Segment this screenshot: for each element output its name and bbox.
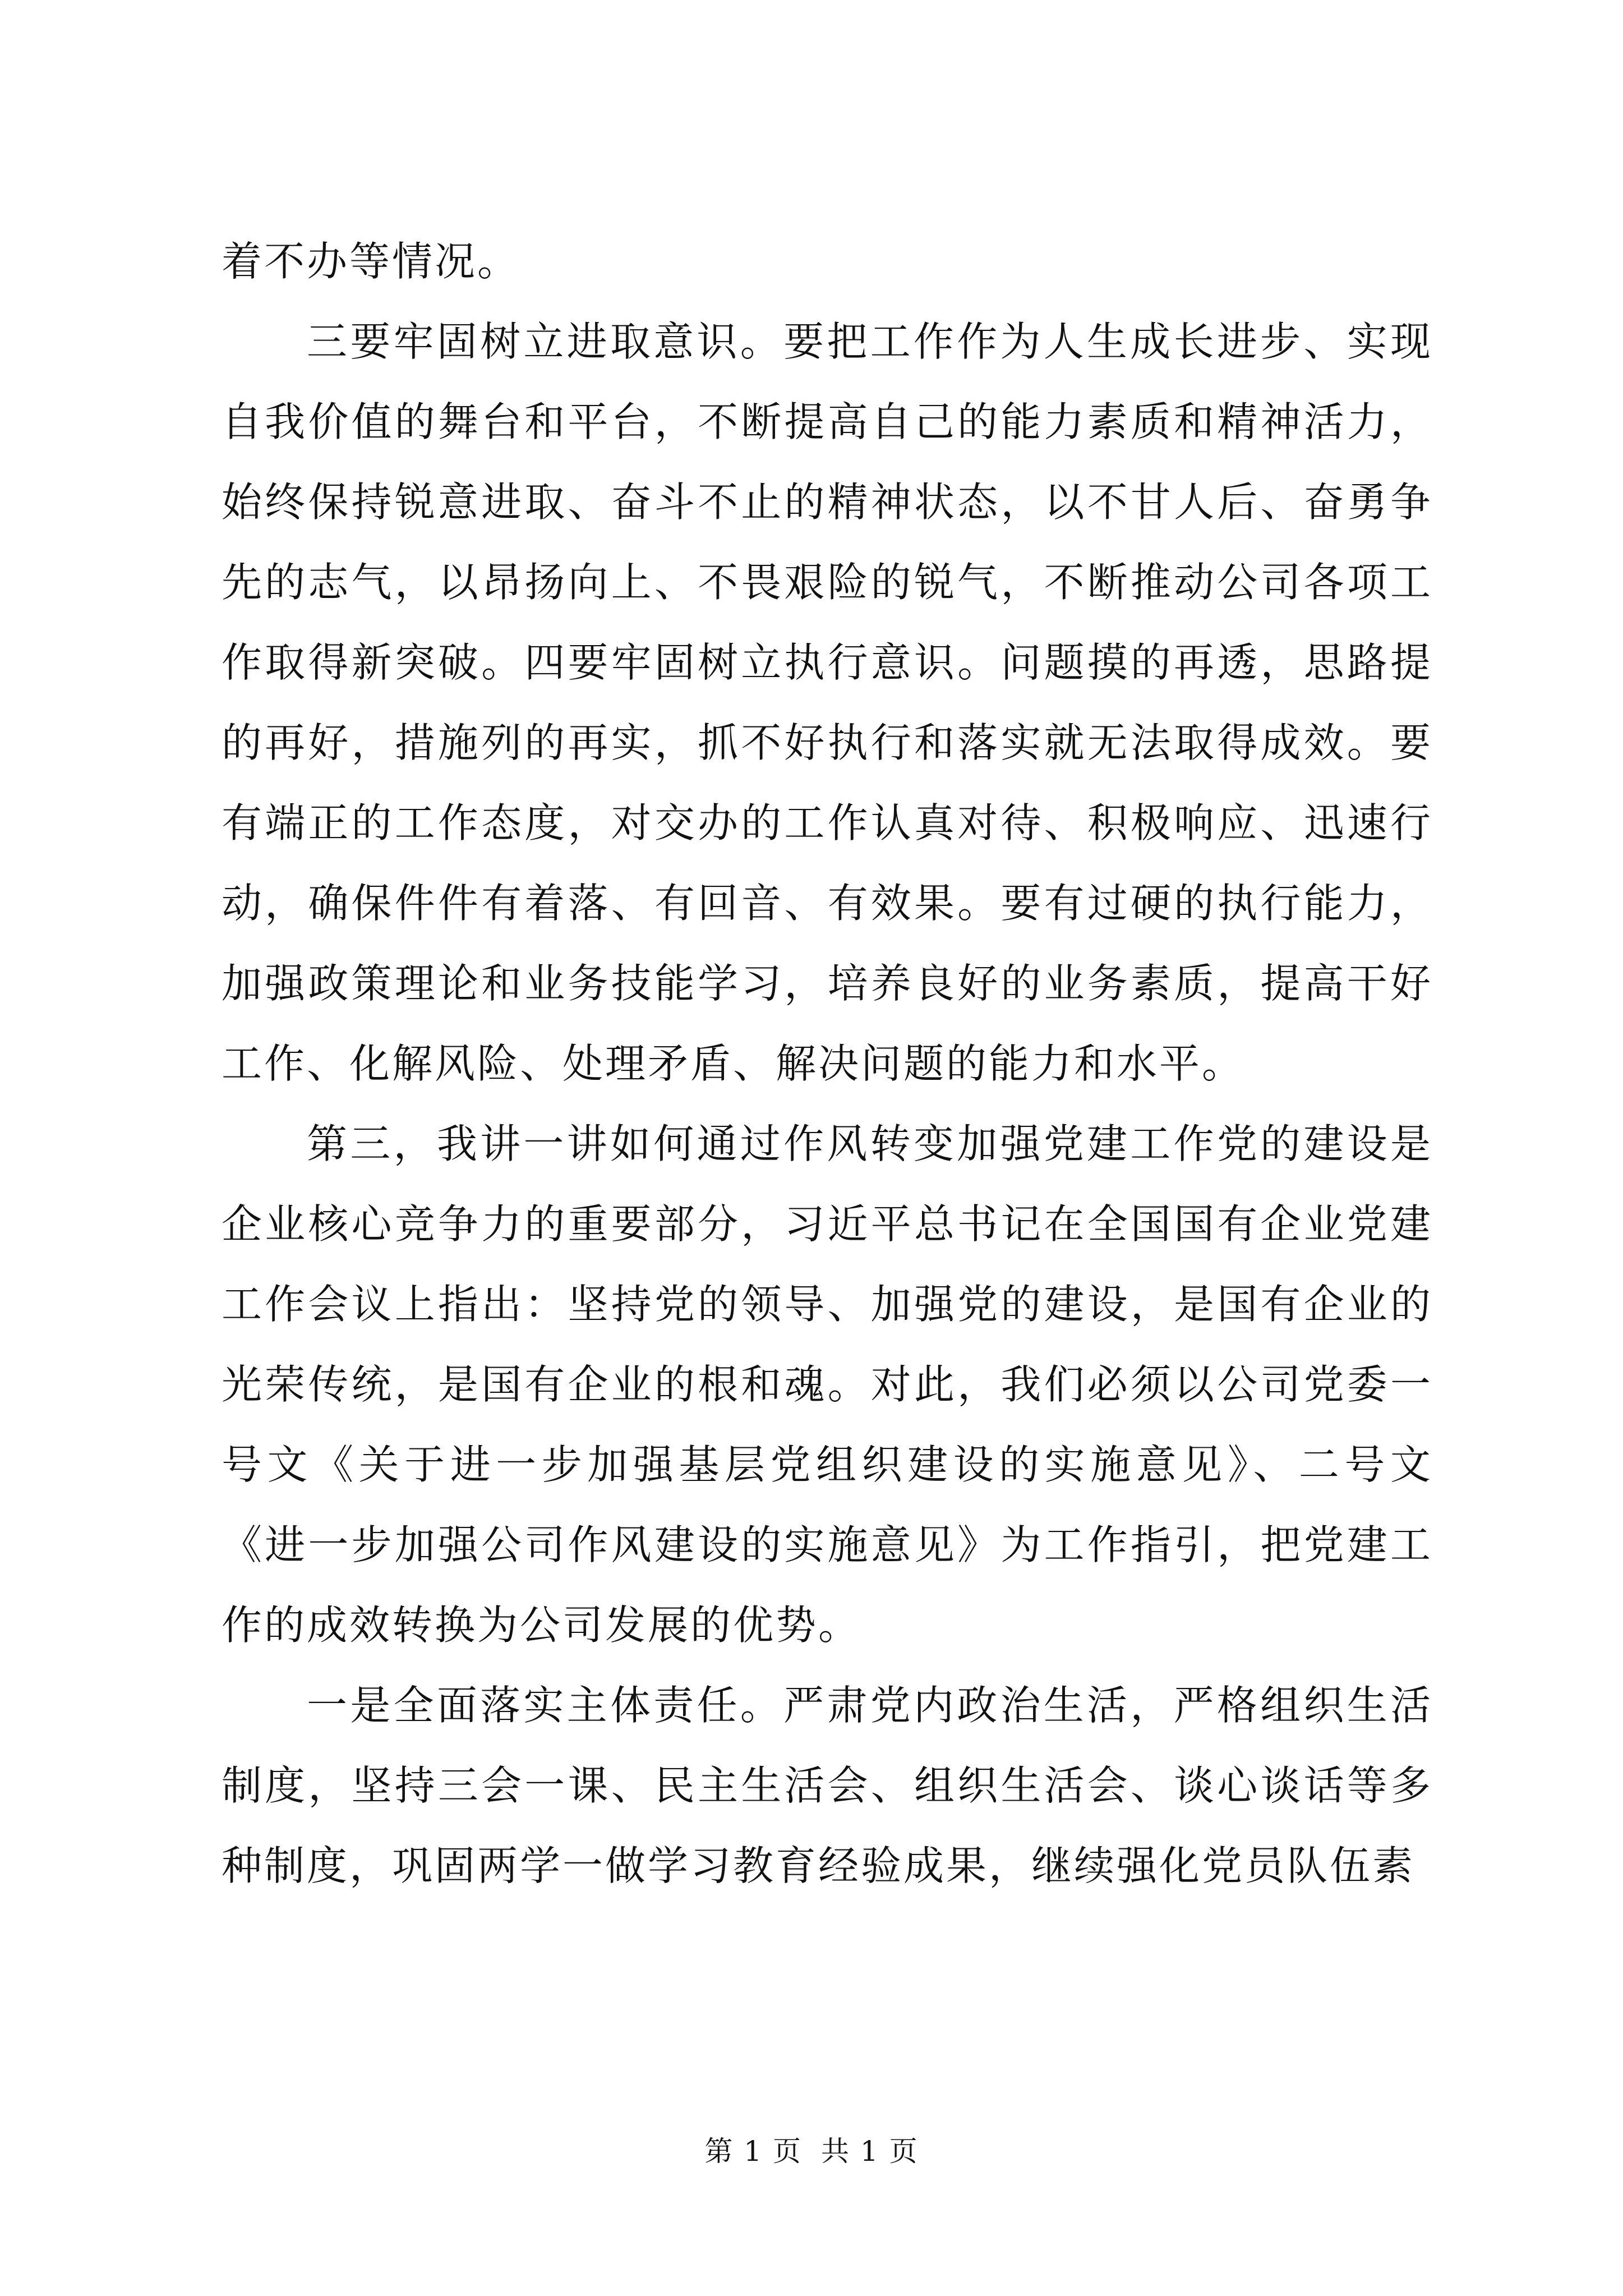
paragraph: 第三，我讲一讲如何通过作风转变加强党建工作党的建设是企业核心竞争力的重要部分，习近平总书记在全国国有企业党建工作会议上指出：坚持党的领导、加强党的建设，是国有企业的光荣传统，是国有企业的根和魂。对此，我们必须以公司党委一号文《关于进一步加强基层党组织建设的实施意见》、二号文《进一步加强公司作风建设的实施意见》为工作指引，把党建工作的成效转换为公司发展的优势。 (222, 1120, 1433, 1649)
paragraph: 三要牢固树立进取意识。要把工作作为人生成长进步、实现自我价值的舞台和平台，不断提高自己的能力素质和精神活力，始终保持锐意进取、奋斗不止的精神状态，以不甘人后、奋勇争先的志气，以昂扬向上、不畏艰险的锐气，不断推动公司各项工作取得新突破。四要牢固树立执行意识。问题摸的再透，思路提的再好，措施列的再实，抓不好执行和落实就无法取得成效。要有端正的工作态度，对交办的工作认真对待、积极响应、迅速行动，确保件件有着落、有回音、有效果。要有过硬的执行能力，加强政策理论和业务技能学习，培养良好的业务素质，提高干好工作、化解风险、处理矛盾、解决问题的能力和水平。 (222, 318, 1433, 1087)
page-number: 第 1 页 (704, 2135, 802, 2168)
paragraph: 一是全面落实主体责任。严肃党内政治生活，严格组织生活制度，坚持三会一课、民主生活会、组织生活会、谈心谈话等多种制度，巩固两学一做学习教育经验成果，继续强化党员队伍素 (222, 1682, 1433, 1889)
document-body (222, 222, 1433, 1906)
paragraph: 着不办等情况。 (222, 238, 520, 285)
page-footer (0, 2134, 1623, 2168)
page-total: 共 1 页 (821, 2135, 919, 2168)
